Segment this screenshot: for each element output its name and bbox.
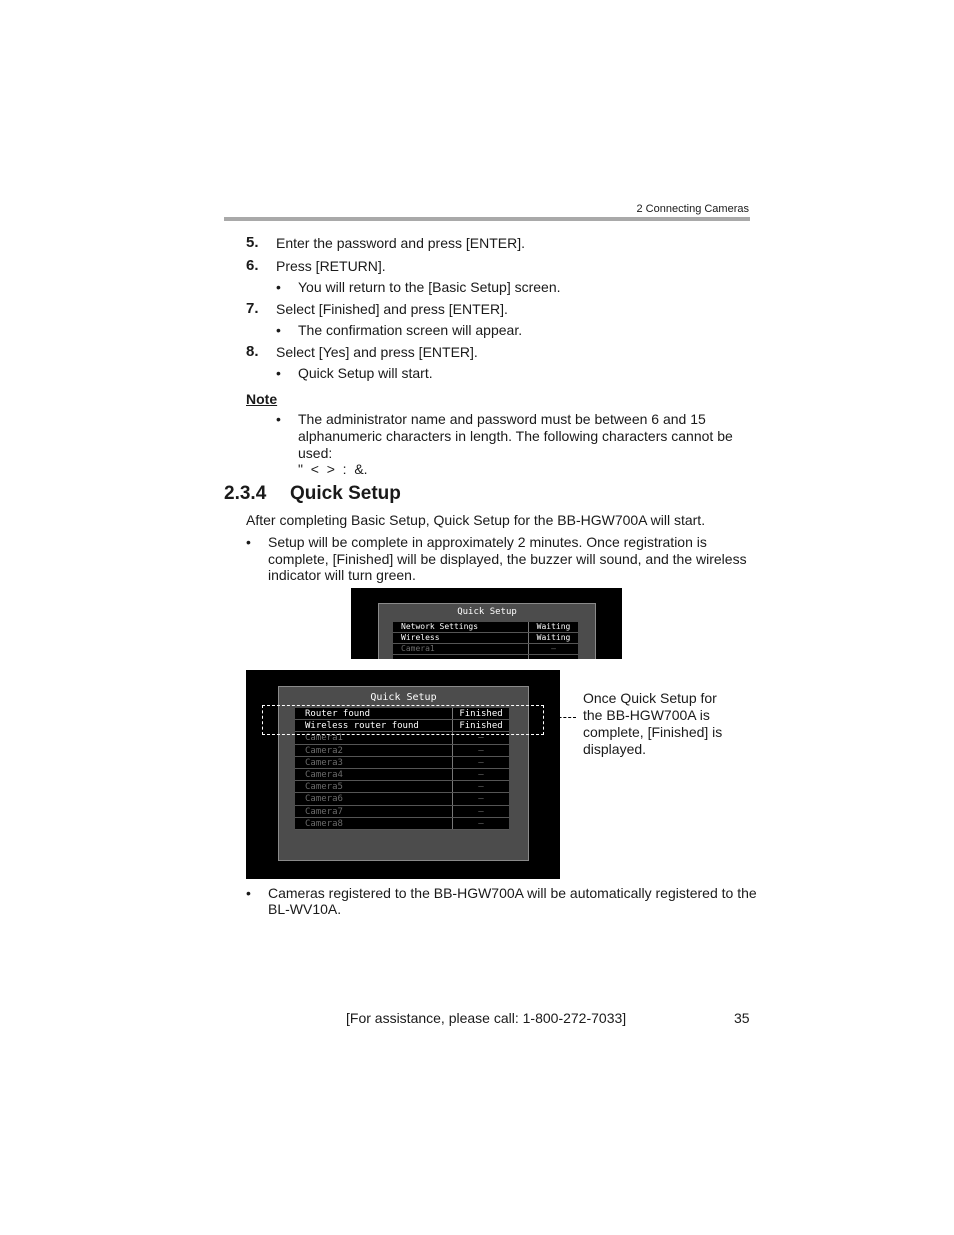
screen-panel: [378, 603, 596, 659]
step-text: Press [RETURN].: [276, 258, 386, 274]
step-text: Enter the password and press [ENTER].: [276, 235, 525, 251]
note-heading: Note: [246, 391, 278, 407]
step-text: Select [Yes] and press [ENTER].: [276, 344, 478, 360]
table-row: Camera1 –: [393, 644, 578, 655]
quick-setup-screen-finished: [246, 670, 560, 879]
screen-title: Quick Setup: [370, 692, 437, 703]
table-row: Camera4 –: [295, 769, 509, 781]
table-row: Network Settings Waiting: [393, 622, 578, 633]
status-table: [393, 622, 578, 659]
bullet-line: indicator will turn green.: [268, 567, 416, 583]
quick-setup-screen-waiting: [351, 588, 622, 659]
table-row: Camera8 –: [295, 818, 509, 830]
bullet-dot: •: [276, 365, 281, 381]
bullet-text: The confirmation screen will appear.: [298, 322, 523, 338]
note-line: alphanumeric characters in length. The following characters cannot be: [298, 428, 733, 444]
bullet-text: Quick Setup will start.: [298, 365, 433, 381]
bullet-dot: •: [276, 322, 281, 338]
callout-text: Once Quick Setup for the BB-HGW700A is complete, [Finished] is displayed.: [583, 690, 723, 757]
bullet-dot: •: [246, 885, 251, 901]
step-number: 5.: [246, 234, 259, 251]
table-row: Camera3 –: [295, 757, 509, 769]
table-row: Camera1 –: [295, 732, 509, 744]
section-title: Quick Setup: [290, 483, 401, 504]
section-heading: [224, 483, 401, 505]
bullet-dot: •: [246, 534, 251, 550]
table-row: Router found Finished: [295, 708, 509, 720]
bullet-text: You will return to the [Basic Setup] screen.: [298, 279, 561, 295]
header-rule: [224, 217, 750, 221]
note-line: The administrator name and password must be between 6 and 15: [298, 411, 706, 427]
table-row: Camera7 –: [295, 806, 509, 818]
highlight-box: [262, 705, 544, 735]
assistance-footer: [For assistance, please call: 1-800-272-7033]: [346, 1010, 627, 1026]
screen-title: Quick Setup: [457, 607, 517, 617]
bullet-line: BL-WV10A.: [268, 901, 342, 917]
section-number: 2.3.4: [224, 483, 267, 504]
table-row: Camera5 –: [295, 781, 509, 793]
section-intro: After completing Basic Setup, Quick Setup for the BB-HGW700A will start.: [246, 512, 706, 528]
step-number: 7.: [246, 300, 259, 317]
step-number: 6.: [246, 257, 259, 274]
chapter-header: 2 Connecting Cameras: [636, 203, 749, 215]
bullet-dot: •: [276, 279, 281, 295]
bullet-line: Setup will be complete in approximately 2 minutes. Once registration is: [268, 534, 707, 550]
table-row: Camera2 –: [295, 745, 509, 757]
note-line: used:: [298, 445, 333, 461]
page-number: 35: [734, 1010, 750, 1026]
step-number: 8.: [246, 343, 259, 360]
bullet-line: Cameras registered to the BB-HGW700A will be automatically registered to the: [268, 885, 757, 901]
table-row: Camera6 –: [295, 793, 509, 805]
bullet-line: complete, [Finished] will be displayed, the buzzer will sound, and the wireless: [268, 551, 747, 567]
step-text: Select [Finished] and press [ENTER].: [276, 301, 508, 317]
bullet-dot: •: [276, 411, 281, 427]
table-row: Wireless router found Finished: [295, 720, 509, 732]
note-line: " < > : &.: [298, 461, 368, 477]
callout-leader: [544, 717, 576, 718]
table-row: Wireless Waiting: [393, 633, 578, 644]
